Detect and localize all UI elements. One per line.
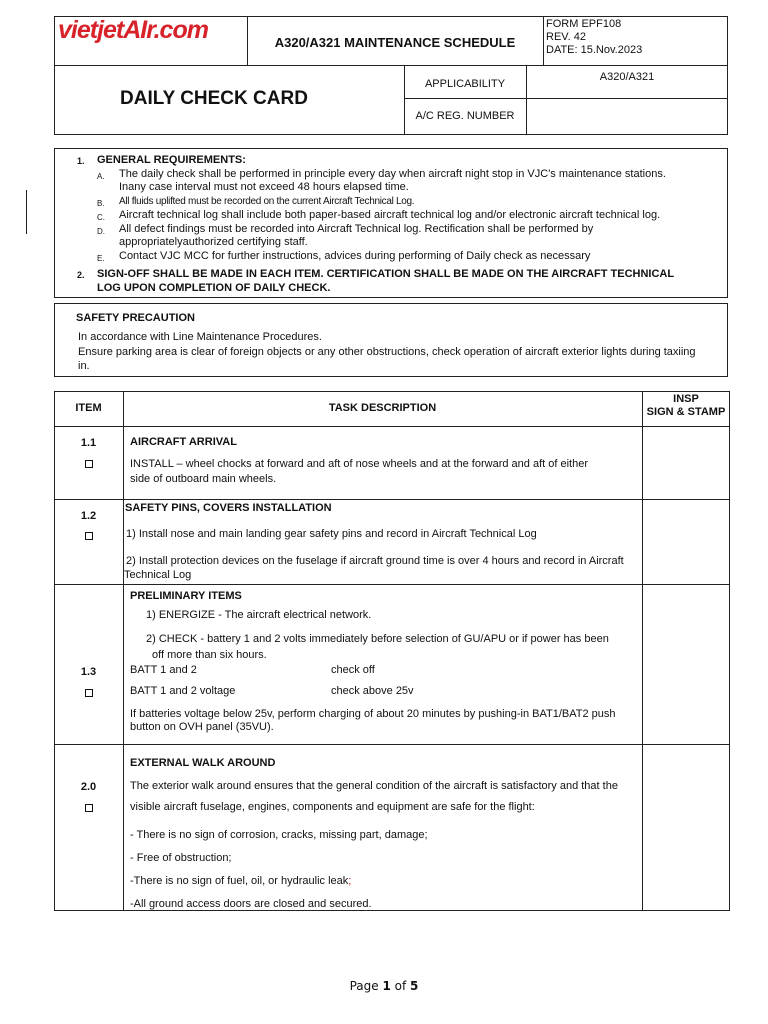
applicability-value: A320/A321 [599, 71, 655, 83]
margin-mark [26, 190, 27, 234]
row-2-0-bullet-2: - Free of obstruction; [130, 852, 232, 864]
page-prefix: Page [349, 979, 383, 993]
header-divider [54, 65, 728, 66]
row-divider-3 [54, 744, 730, 745]
batt-check-off-label: BATT 1 and 2 [130, 664, 197, 676]
form-number: FORM EPF108 [546, 18, 622, 30]
row-2-0-bullet-3-text: -There is no sign of fuel, oil, or hydraulic leak [130, 875, 349, 887]
req-letter-e: E. [97, 254, 105, 263]
row-2-0-bullet-4: -All ground access doors are closed and secured. [130, 898, 372, 910]
signoff-num: 2. [77, 270, 85, 280]
safety-title: SAFETY PRECAUTION [76, 312, 195, 324]
row-1-1-checkbox[interactable] [85, 460, 93, 468]
logo-text: vietjetAIr.com [58, 16, 208, 44]
col-header-item: ITEM [75, 402, 102, 414]
reg-number-label: A/C REG. NUMBER [415, 110, 515, 122]
req-a-line2: Inany case interval must not exceed 48 hours elapsed time. [119, 181, 409, 193]
batt-check-off-value: check off [331, 664, 375, 676]
row-2-0-title: EXTERNAL WALK AROUND [130, 757, 276, 769]
req-e-line1: Contact VJC MCC for further instructions, advices during performing of Daily check as necessary [119, 250, 591, 262]
row-1-3-step2a: 2) CHECK - battery 1 and 2 volts immediately before selection of GU/APU or if power has been [146, 633, 609, 645]
row-1-3-note-b: button on OVH panel (35VU). [130, 721, 274, 733]
safety-line3: in. [78, 360, 90, 372]
req-c-line1: Aircraft technical log shall include both paper-based aircraft technical log and/or electronic aircraft technical log. [119, 209, 661, 221]
row-1-1-line2: side of outboard main wheels. [130, 473, 277, 485]
reg-number-field[interactable] [530, 104, 724, 130]
row-1-3-item: 1.3 [80, 666, 97, 678]
req-d-line1: All defect findings must be recorded into Aircraft Technical log. Rectification shall be performed by [119, 223, 594, 235]
signoff-line2: LOG UPON COMPLETION OF DAILY CHECK. [97, 282, 331, 294]
col-header-task: TASK DESCRIPTION [328, 402, 437, 414]
row-2-0-intro-b: visible aircraft fuselage, engines, components and equipment are safe for the flight: [130, 801, 535, 813]
req-letter-c: C. [97, 213, 105, 222]
row-1-3-step2b: off more than six hours. [152, 649, 267, 661]
safety-line1: In accordance with Line Maintenance Procedures. [78, 331, 322, 343]
general-num: 1. [77, 156, 85, 166]
col-header-sign-stamp: SIGN & STAMP [646, 406, 726, 418]
row-1-2-line2a: 2) Install protection devices on the fuselage if aircraft ground time is over 4 hours and record in Aircraft [126, 555, 624, 567]
batt-voltage-label: BATT 1 and 2 voltage [130, 685, 236, 697]
row-divider-2 [54, 584, 730, 585]
req-b-line1: All fluids uplifted must be recorded on the current Aircraft Technical Log. [119, 196, 415, 207]
row-1-3-checkbox[interactable] [85, 689, 93, 697]
row-2-0-intro-a: The exterior walk around ensures that the general condition of the aircraft is satisfactory and that the [130, 780, 618, 792]
page-number [0, 979, 768, 993]
schedule-title: A320/A321 MAINTENANCE SCHEDULE [274, 35, 516, 50]
row-divider-1 [54, 499, 730, 500]
req-a-line1: The daily check shall be performed in principle every day when aircraft night stop in VJC's maintenance stations. [119, 168, 666, 180]
req-letter-b: B. [97, 199, 105, 208]
page-current: 1 [382, 979, 391, 993]
row-1-2-title: SAFETY PINS, COVERS INSTALLATION [125, 502, 332, 514]
row-1-2-line1: 1) Install nose and main landing gear safety pins and record in Aircraft Technical Log [126, 528, 537, 540]
row-1-3-note-a: If batteries voltage below 25v, perform charging of about 20 minutes by pushing-in BAT1/BAT2 push [130, 708, 616, 720]
page-total: 5 [410, 979, 419, 993]
applicability-label: APPLICABILITY [424, 78, 506, 90]
table-col-divider-1 [123, 391, 124, 911]
revision: REV. 42 [546, 31, 586, 43]
row-1-3-step1: 1) ENERGIZE - The aircraft electrical network. [146, 609, 372, 621]
header-col-divider-2 [543, 16, 544, 65]
req-letter-d: D. [97, 227, 105, 236]
card-title: DAILY CHECK CARD [120, 88, 308, 109]
row-1-1-title: AIRCRAFT ARRIVAL [130, 436, 237, 448]
col-header-insp: INSP [673, 393, 699, 405]
vietjet-logo [58, 16, 208, 45]
row-1-2-line2b: Technical Log [124, 569, 192, 581]
row-2-0-bullet-1: - There is no sign of corrosion, cracks, missing part, damage; [130, 829, 428, 841]
general-title: GENERAL REQUIREMENTS: [97, 154, 246, 166]
form-date: DATE: 15.Nov.2023 [546, 44, 643, 56]
req-d-line2: appropriatelyauthorized certifying staff. [119, 236, 308, 248]
row-1-2-checkbox[interactable] [85, 532, 93, 540]
safety-line2: Ensure parking area is clear of foreign objects or any other obstructions, check operation of aircraft exterior lights during taxiing [78, 346, 696, 358]
row-2-0-bullet-3-tail: ; [348, 875, 352, 887]
applicability-row-divider [404, 98, 728, 99]
page-mid: of [390, 979, 411, 993]
row-1-1-line1: INSTALL – wheel chocks at forward and aft of nose wheels and at the forward and aft of either [130, 458, 588, 470]
signoff-line1: SIGN-OFF SHALL BE MADE IN EACH ITEM. CERTIFICATION SHALL BE MADE ON THE AIRCRAFT TECHNICAL [97, 268, 675, 280]
row-1-3-title: PRELIMINARY ITEMS [130, 590, 242, 602]
table-header-divider [54, 426, 730, 427]
row-2-0-bullet-3 [130, 874, 351, 888]
row-1-2-item: 1.2 [80, 510, 97, 522]
row-2-0-checkbox[interactable] [85, 804, 93, 812]
row-1-1-item: 1.1 [80, 437, 97, 449]
table-col-divider-2 [642, 391, 643, 911]
batt-voltage-value: check above 25v [331, 685, 414, 697]
applicability-col-divider [404, 65, 405, 135]
row-2-0-item: 2.0 [80, 781, 97, 793]
req-letter-a: A. [97, 172, 105, 181]
